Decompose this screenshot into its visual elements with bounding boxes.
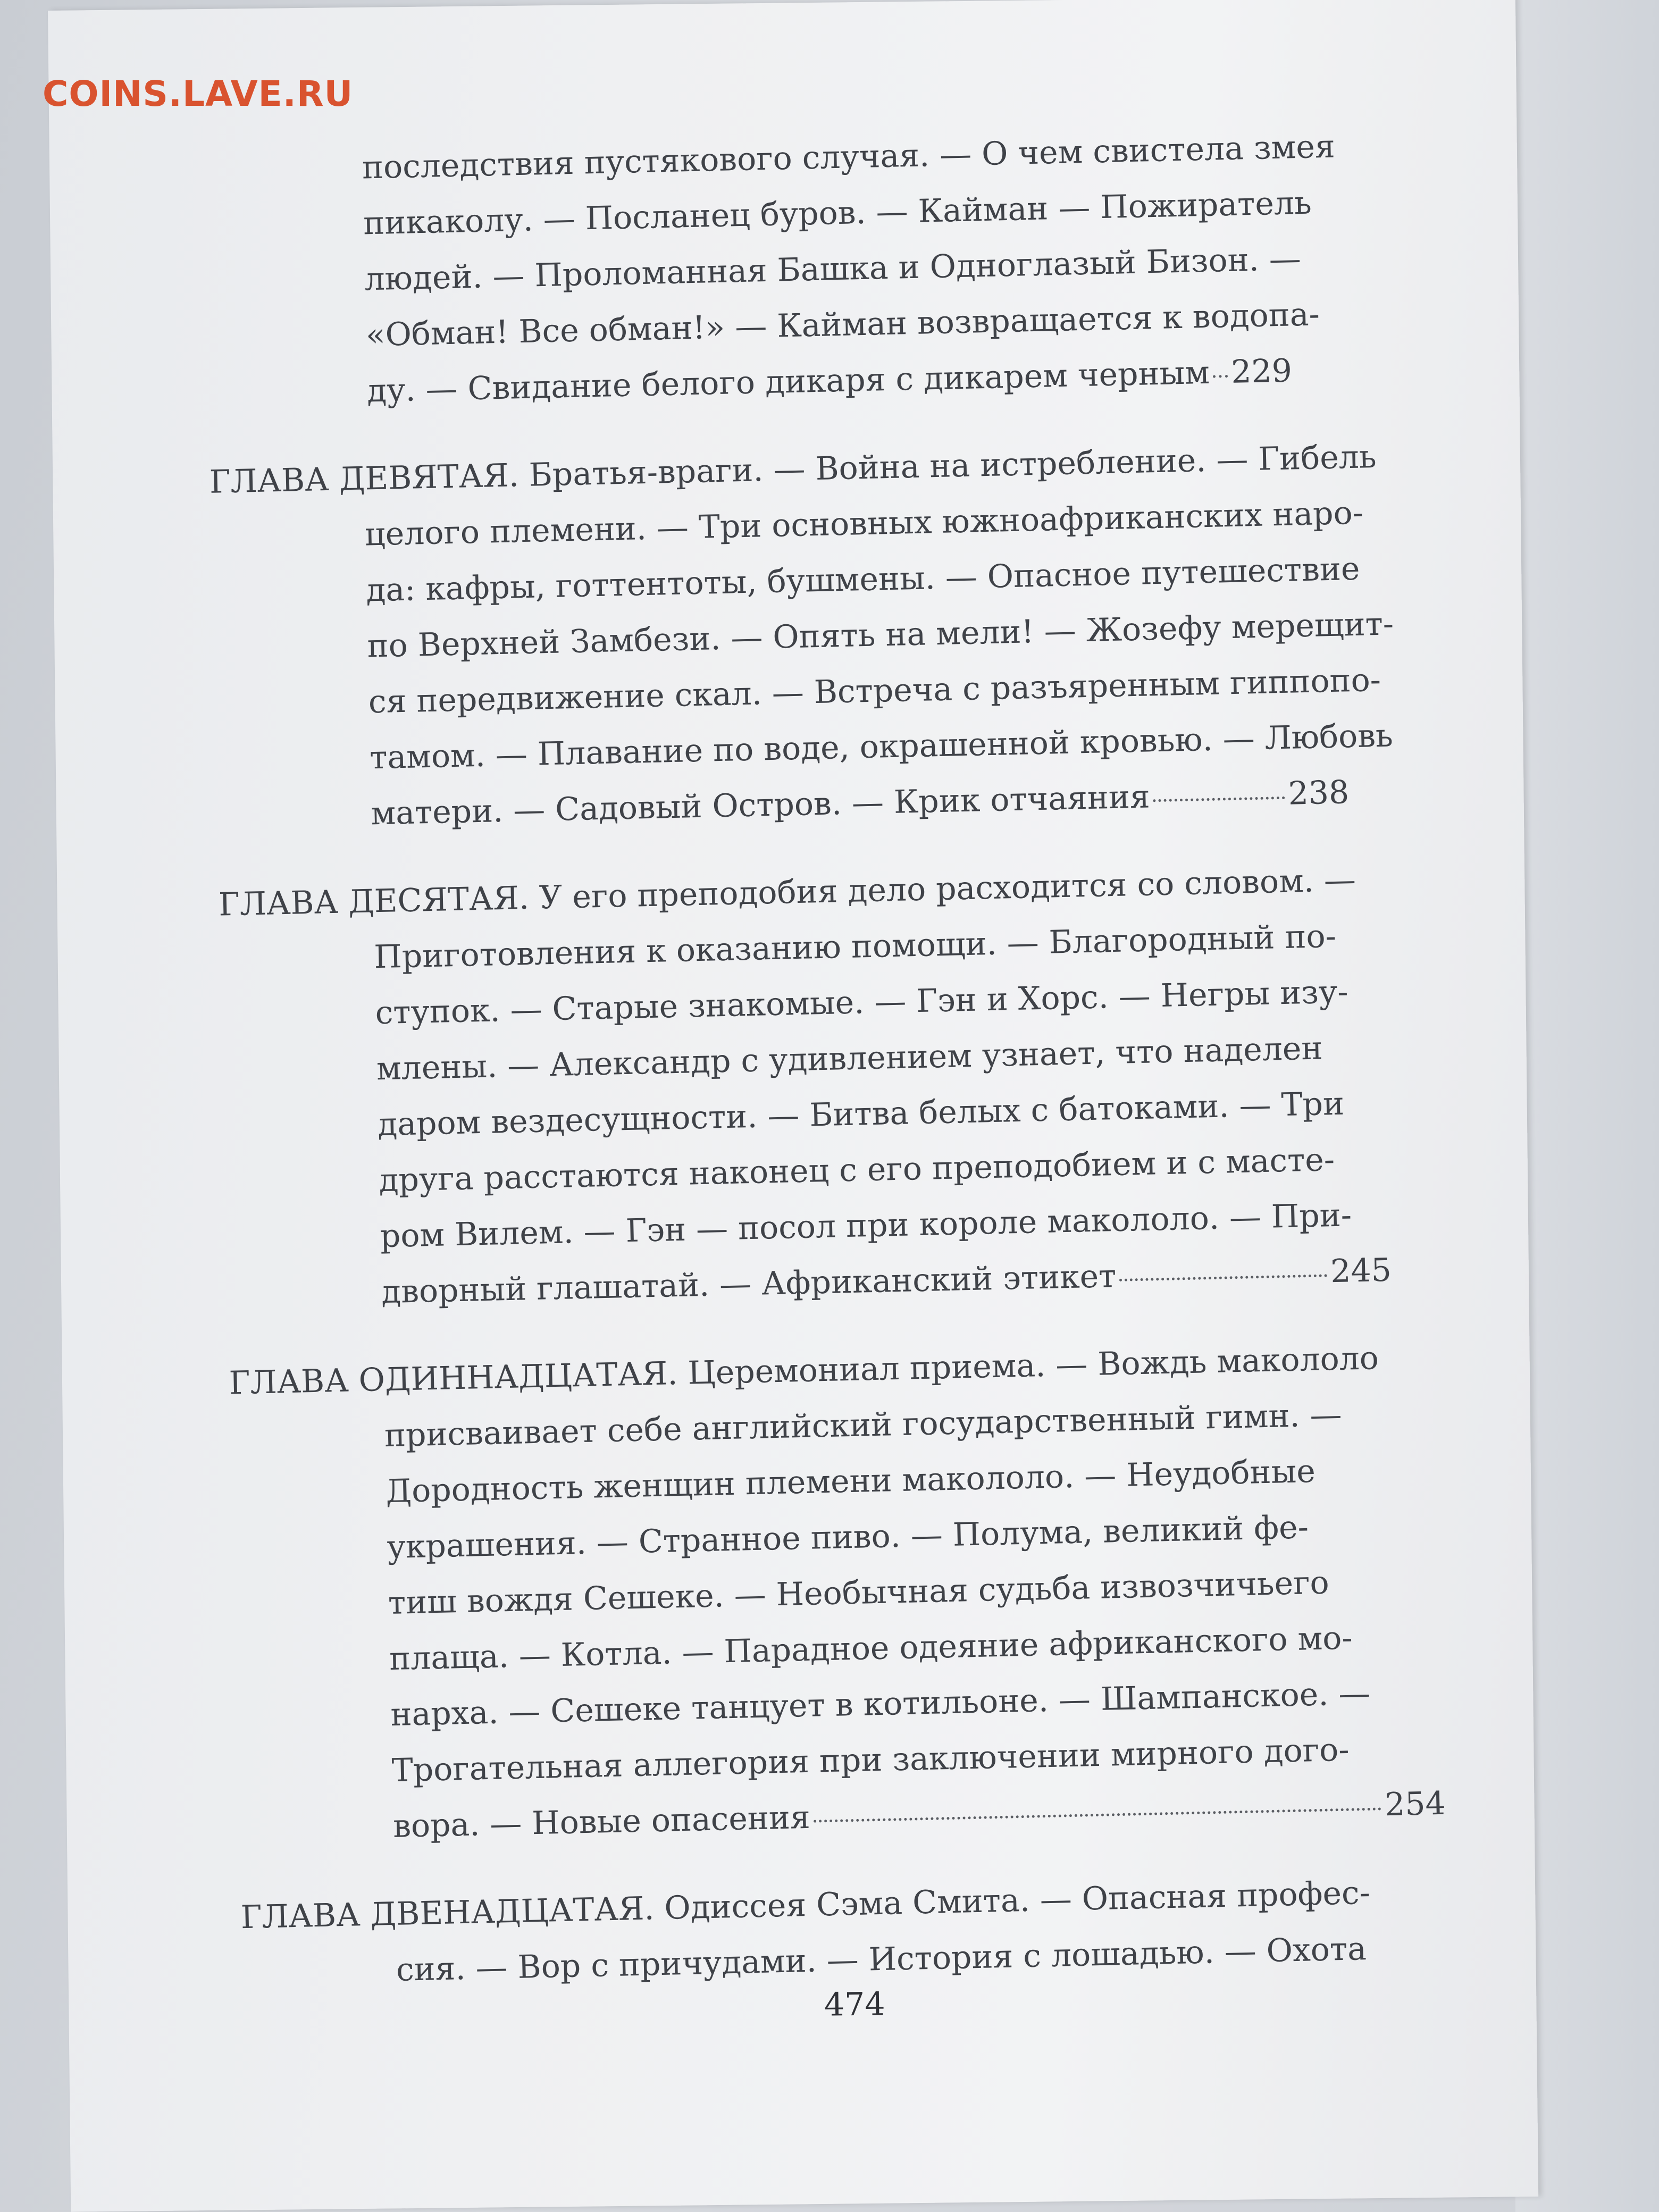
toc-line: людей. — Проломанная Башка и Одноглазый Бизон. — xyxy=(364,240,1302,298)
watermark: COINS.LAVE.RU xyxy=(43,73,354,114)
toc-line: украшения. — Странное пиво. — Полума, великий фе- xyxy=(386,1509,1309,1566)
toc-line: ду. — Свидание белого дикаря с дикарем черным xyxy=(366,354,1210,410)
dot-leader xyxy=(1213,375,1228,378)
toc-line: вора. — Новые опасения xyxy=(392,1798,811,1845)
toc-line: Трогательная аллегория при заключении мирного дого- xyxy=(391,1731,1350,1789)
toc-line: даром вездесущности. — Битва белых с батоками. — Три xyxy=(377,1085,1345,1144)
toc-line: присваивает себе английский государственный гимн. — xyxy=(384,1396,1343,1455)
toc-line: по Верхней Замбези. — Опять на мели! — Жозефу мерещит- xyxy=(366,605,1394,665)
toc-line: друга расстаются наконец с его преподобием и с масте- xyxy=(378,1141,1335,1200)
toc-line: нарха. — Сешеке танцует в котильоне. — Шампанское. — xyxy=(390,1674,1371,1733)
toc-line: да: кафры, готтентоты, бушмены. — Опасное путешествие xyxy=(365,550,1361,609)
toc-line: Приготовления к оказанию помощи. — Благородный по- xyxy=(373,917,1337,976)
toc-line: дворный глашатай. — Африканский этикет xyxy=(381,1258,1117,1311)
toc-entry-chapter-12 xyxy=(240,1863,1487,2001)
toc-line: «Обман! Все обман!» — Кайман возвращается к водопа- xyxy=(365,296,1320,354)
toc-line: матери. — Садовый Остров. — Крик отчаяния xyxy=(370,778,1151,833)
toc-line: тиш вождя Сешеке. — Необычная судьба извозчичьего xyxy=(388,1564,1330,1622)
toc-line: млены. — Александр с удивлением узнает, что наделен xyxy=(376,1029,1323,1088)
toc-line: ступок. — Старые знакомые. — Гэн и Хорс. — Негры изу- xyxy=(374,973,1349,1032)
chapter-heading-line: ГЛАВА ДЕСЯТАЯ. У его преподобия дело расходится со словом. — xyxy=(218,861,1356,924)
table-of-contents xyxy=(202,116,1487,2033)
toc-entry-chapter-9 xyxy=(209,428,1461,845)
chapter-heading-line: ГЛАВА ДЕВЯТАЯ. Братья-враги. — Война на истребление. — Гибель xyxy=(209,438,1377,501)
page-ref: 254 xyxy=(1384,1784,1446,1824)
toc-line: ром Вилем. — Гэн — посол при короле макололо. — При- xyxy=(380,1196,1352,1255)
toc-line: ся передвижение скал. — Встреча с разъяренным гиппопо- xyxy=(368,661,1381,721)
toc-line: тамом. — Плавание по воде, окрашенной кровью. — Любовь xyxy=(369,717,1394,777)
toc-line: пикаколу. — Посланец буров. — Кайман — Пожиратель xyxy=(363,184,1312,242)
toc-entry-chapter-8-continued xyxy=(202,116,1452,423)
toc-line: целого племени. — Три основных южноафриканских наро- xyxy=(364,494,1364,554)
toc-line: плаща. — Котла. — Парадное одеяние африканского мо- xyxy=(389,1619,1353,1678)
dot-leader xyxy=(1119,1274,1327,1281)
toc-line: сия. — Вор с причудами. — История с лошадью. — Охота xyxy=(396,1930,1367,1989)
page-ref: 229 xyxy=(1230,352,1293,391)
page-ref: 238 xyxy=(1287,774,1350,812)
chapter-heading-line: ГЛАВА ДВЕНАДЦАТАЯ. Одиссея Сэма Смита. — Опасная профес- xyxy=(240,1874,1371,1937)
dot-leader xyxy=(814,1807,1382,1822)
toc-line: последствия пустякового случая. — О чем свистела змея xyxy=(362,128,1336,187)
underlying-page-edge xyxy=(1515,0,1659,2212)
dot-leader xyxy=(1153,797,1285,802)
page-ref: 245 xyxy=(1330,1251,1392,1291)
toc-line: Дородность женщин племени макололо. — Неудобные xyxy=(385,1452,1316,1511)
page-number: 474 xyxy=(824,1985,886,2024)
chapter-heading-line: ГЛАВА ОДИННАДЦАТАЯ. Церемониал приема. — Вождь макололо xyxy=(229,1339,1379,1402)
toc-entry-chapter-10 xyxy=(218,850,1472,1324)
toc-entry-chapter-11 xyxy=(229,1328,1484,1858)
